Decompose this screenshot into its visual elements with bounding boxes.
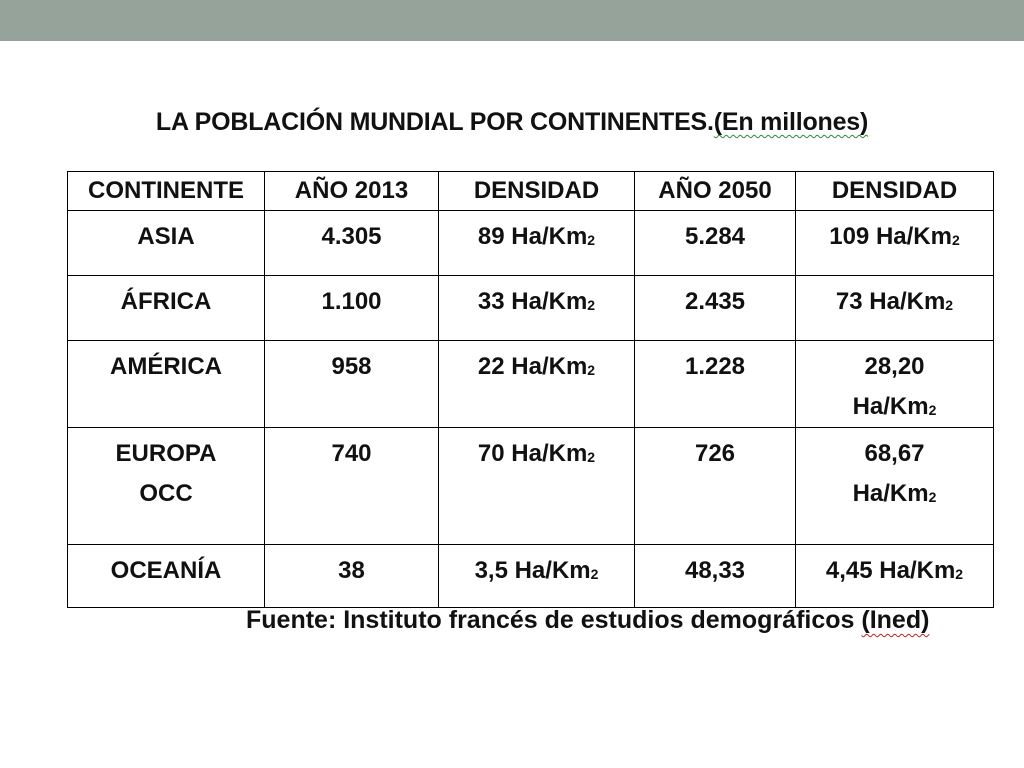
cell-year-2013: 1.100: [265, 276, 439, 341]
table-row: [68, 545, 994, 608]
cell-density-2013: 89 $Ha/Km_2$: [439, 211, 635, 276]
cell-density-2013: 70 $Ha/Km_2$: [439, 428, 635, 545]
table-row: [68, 211, 994, 276]
population-table: [67, 171, 994, 608]
cell-density-2050: 68,67 $Ha/Km_2$: [796, 428, 994, 545]
cell-year-2050: 1.228: [635, 341, 796, 428]
cell-continent: EUROPA OCC: [68, 428, 265, 545]
cell-year-2013: 38: [265, 545, 439, 608]
table-row: [68, 341, 994, 428]
header-density-2013: DENSIDAD: [439, 172, 635, 211]
header-continent: CONTINENTE: [68, 172, 265, 211]
cell-year-2013: 958: [265, 341, 439, 428]
source-main: Fuente: Instituto francés de estudios demográficos: [246, 606, 862, 634]
cell-density-2050: 73 $Ha/Km_2$: [796, 276, 994, 341]
header-year-2013: AÑO 2013: [265, 172, 439, 211]
cell-continent: ASIA: [68, 211, 265, 276]
cell-density-2013: 3,5 $Ha/Km_2$: [439, 545, 635, 608]
source-caption: [246, 606, 929, 635]
source-note: (Ined): [861, 606, 930, 634]
title-main: LA POBLACIÓN MUNDIAL POR CONTINENTES.: [155, 108, 714, 136]
title-note: (En millones): [713, 108, 869, 136]
cell-continent: AMÉRICA: [68, 341, 265, 428]
cell-year-2050: 48,33: [635, 545, 796, 608]
cell-continent: OCEANÍA: [68, 545, 265, 608]
cell-density-2050: 4,45 $Ha/Km_2$: [796, 545, 994, 608]
cell-year-2050: 5.284: [635, 211, 796, 276]
page-title: [0, 108, 1024, 137]
cell-density-2013: 22 $Ha/Km_2$: [439, 341, 635, 428]
cell-year-2013: 4.305: [265, 211, 439, 276]
cell-density-2050: 109 $Ha/Km_2$: [796, 211, 994, 276]
header-year-2050: AÑO 2050: [635, 172, 796, 211]
header-density-2050: DENSIDAD: [796, 172, 994, 211]
top-accent-bar: [0, 0, 1024, 41]
cell-density-2013: 33 $Ha/Km_2$: [439, 276, 635, 341]
cell-year-2050: 726: [635, 428, 796, 545]
cell-continent: ÁFRICA: [68, 276, 265, 341]
table-row: [68, 428, 994, 545]
cell-year-2013: 740: [265, 428, 439, 545]
table-row: [68, 276, 994, 341]
table-header-row: [68, 172, 994, 211]
cell-year-2050: 2.435: [635, 276, 796, 341]
cell-density-2050: 28,20 $Ha/Km_2$: [796, 341, 994, 428]
